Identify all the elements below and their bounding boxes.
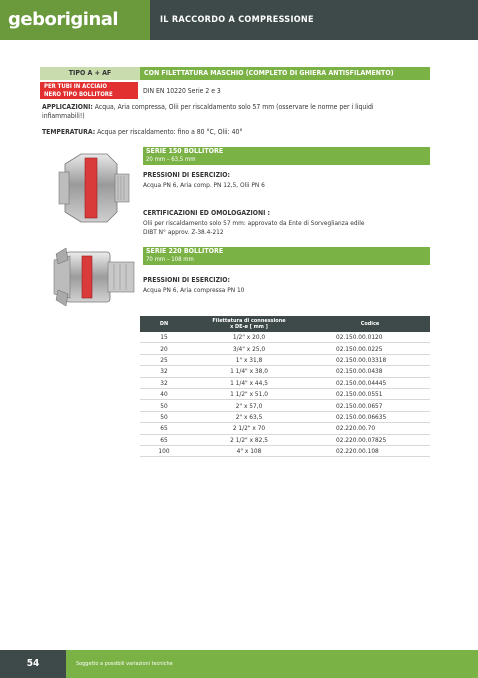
cell-dn: 50 (140, 411, 188, 422)
series-150-cert-text (143, 219, 364, 237)
pipe-standard: DIN EN 10220 Serie 2 e 3 (143, 87, 221, 95)
cell-thread: 1/2" x 20,0 (188, 332, 310, 343)
series-150-cert-line1: Olii per riscaldamento solo 57 mm: approvato da Ente di Sorveglianza edile (143, 219, 365, 227)
table-row (140, 332, 430, 343)
series-220-pressure-text: Acqua PN 6, Aria compressa PN 10 (143, 286, 245, 294)
cell-dn: 25 (140, 354, 188, 365)
cell-dn: 100 (140, 445, 188, 456)
series-220-title: SERIE 220 BOLLITORE (146, 247, 224, 255)
col-thread (188, 316, 310, 332)
tipo-bar (40, 67, 430, 80)
tipo-label: TIPO A + AF (40, 67, 140, 80)
applications-text (42, 103, 442, 121)
pipe-type-line2: NERO TIPO BOLLITORE (44, 90, 113, 98)
series-150-pressure-text: Acqua PN 6, Aria comp. PN 12,5, Olii PN 6 (143, 181, 265, 189)
cell-dn: 65 (140, 434, 188, 445)
series-220-bar (143, 247, 430, 265)
col-dn: DN (140, 316, 188, 332)
cell-code: 02.150.00.0120 (310, 332, 430, 343)
cell-code: 02.150.00.0551 (310, 388, 430, 399)
cell-thread: 1 1/4" x 38,0 (188, 366, 310, 377)
table-row (140, 343, 430, 354)
cell-thread: 1 1/2" x 51,0 (188, 388, 310, 399)
table-row (140, 354, 430, 365)
table-row (140, 400, 430, 411)
table-row (140, 411, 430, 422)
cell-code: 02.150.00.04445 (310, 377, 430, 388)
table-header-row (140, 316, 430, 332)
cell-dn: 15 (140, 332, 188, 343)
col-code: Codice (310, 316, 430, 332)
brand-logo (0, 0, 150, 40)
pipe-type-label (40, 82, 138, 99)
cell-thread: 2 1/2" x 82,5 (188, 434, 310, 445)
cell-dn: 50 (140, 400, 188, 411)
temperature-text (42, 128, 442, 137)
cell-code: 02.220.00.70 (310, 423, 430, 434)
table-row (140, 366, 430, 377)
cell-code: 02.150.00.0657 (310, 400, 430, 411)
tipo-description: CON FILETTATURA MASCHIO (COMPLETO DI GHIERA ANTISFILAMENTO) (140, 67, 430, 80)
cell-code: 02.150.00.0225 (310, 343, 430, 354)
fitting-220-image (48, 246, 140, 310)
series-150-title: SERIE 150 BOLLITORE (146, 147, 224, 155)
applications-line2: infiammabili!) (42, 112, 85, 120)
cell-thread: 4" x 108 (188, 445, 310, 456)
series-150-bar (143, 147, 430, 165)
table-body (140, 332, 430, 457)
page-footer (0, 650, 478, 678)
cell-thread: 2 1/2" x 70 (188, 423, 310, 434)
cell-dn: 65 (140, 423, 188, 434)
applications-label: APPLICAZIONI: (42, 103, 93, 111)
cell-code: 02.150.00.03318 (310, 354, 430, 365)
pipe-type-line1: PER TUBI IN ACCIAIO (44, 83, 108, 90)
series-150-cert-label: CERTIFICAZIONI ED OMOLOGAZIONI : (143, 209, 270, 217)
series-220-range: 70 mm – 108 mm (146, 256, 194, 263)
col-thread-line1: Filettatura di connessione (212, 317, 286, 324)
temperature-label: TEMPERATURA: (42, 128, 96, 136)
table-row (140, 377, 430, 388)
cell-thread: 3/4" x 25,0 (188, 343, 310, 354)
fitting-150-image (55, 146, 133, 230)
series-150-range: 20 mm – 63,5 mm (146, 156, 196, 163)
series-150-pressure-label: PRESSIONI DI ESERCIZIO: (143, 171, 230, 179)
series-150-cert-line2: DIBT N° approv. Z-38.4-212 (143, 228, 224, 236)
applications-line1: Acqua, Aria compressa, Olii per riscaldamento solo 57 mm (osservare le norme per i liquidi (94, 103, 374, 111)
cell-dn: 20 (140, 343, 188, 354)
table-row (140, 445, 430, 456)
cell-dn: 40 (140, 388, 188, 399)
table-row (140, 423, 430, 434)
col-thread-line2: x DE-ø [ mm ] (230, 324, 268, 330)
footer-note: Soggetto a possibili variazioni tecniche (76, 661, 173, 667)
brand-name: geboriginal (8, 9, 119, 30)
table-row (140, 434, 430, 445)
temperature-value: Acqua per riscaldamento: fino a 80 °C, Olii: 40° (97, 128, 243, 136)
cell-dn: 32 (140, 377, 188, 388)
cell-dn: 32 (140, 366, 188, 377)
cell-thread: 1 1/4" x 44,5 (188, 377, 310, 388)
page-number: 54 (0, 650, 66, 678)
table-row (140, 388, 430, 399)
cell-code: 02.150.00.06635 (310, 411, 430, 422)
cell-thread: 2" x 63,5 (188, 411, 310, 422)
cell-code: 02.220.00.108 (310, 445, 430, 456)
cell-code: 02.150.00.0438 (310, 366, 430, 377)
cell-thread: 2" x 57,0 (188, 400, 310, 411)
cell-code: 02.220.00.07825 (310, 434, 430, 445)
series-220-pressure-label: PRESSIONI DI ESERCIZIO: (143, 276, 230, 284)
cell-thread: 1" x 31,8 (188, 354, 310, 365)
dimensions-table (140, 316, 430, 457)
header-title: IL RACCORDO A COMPRESSIONE (160, 15, 314, 25)
